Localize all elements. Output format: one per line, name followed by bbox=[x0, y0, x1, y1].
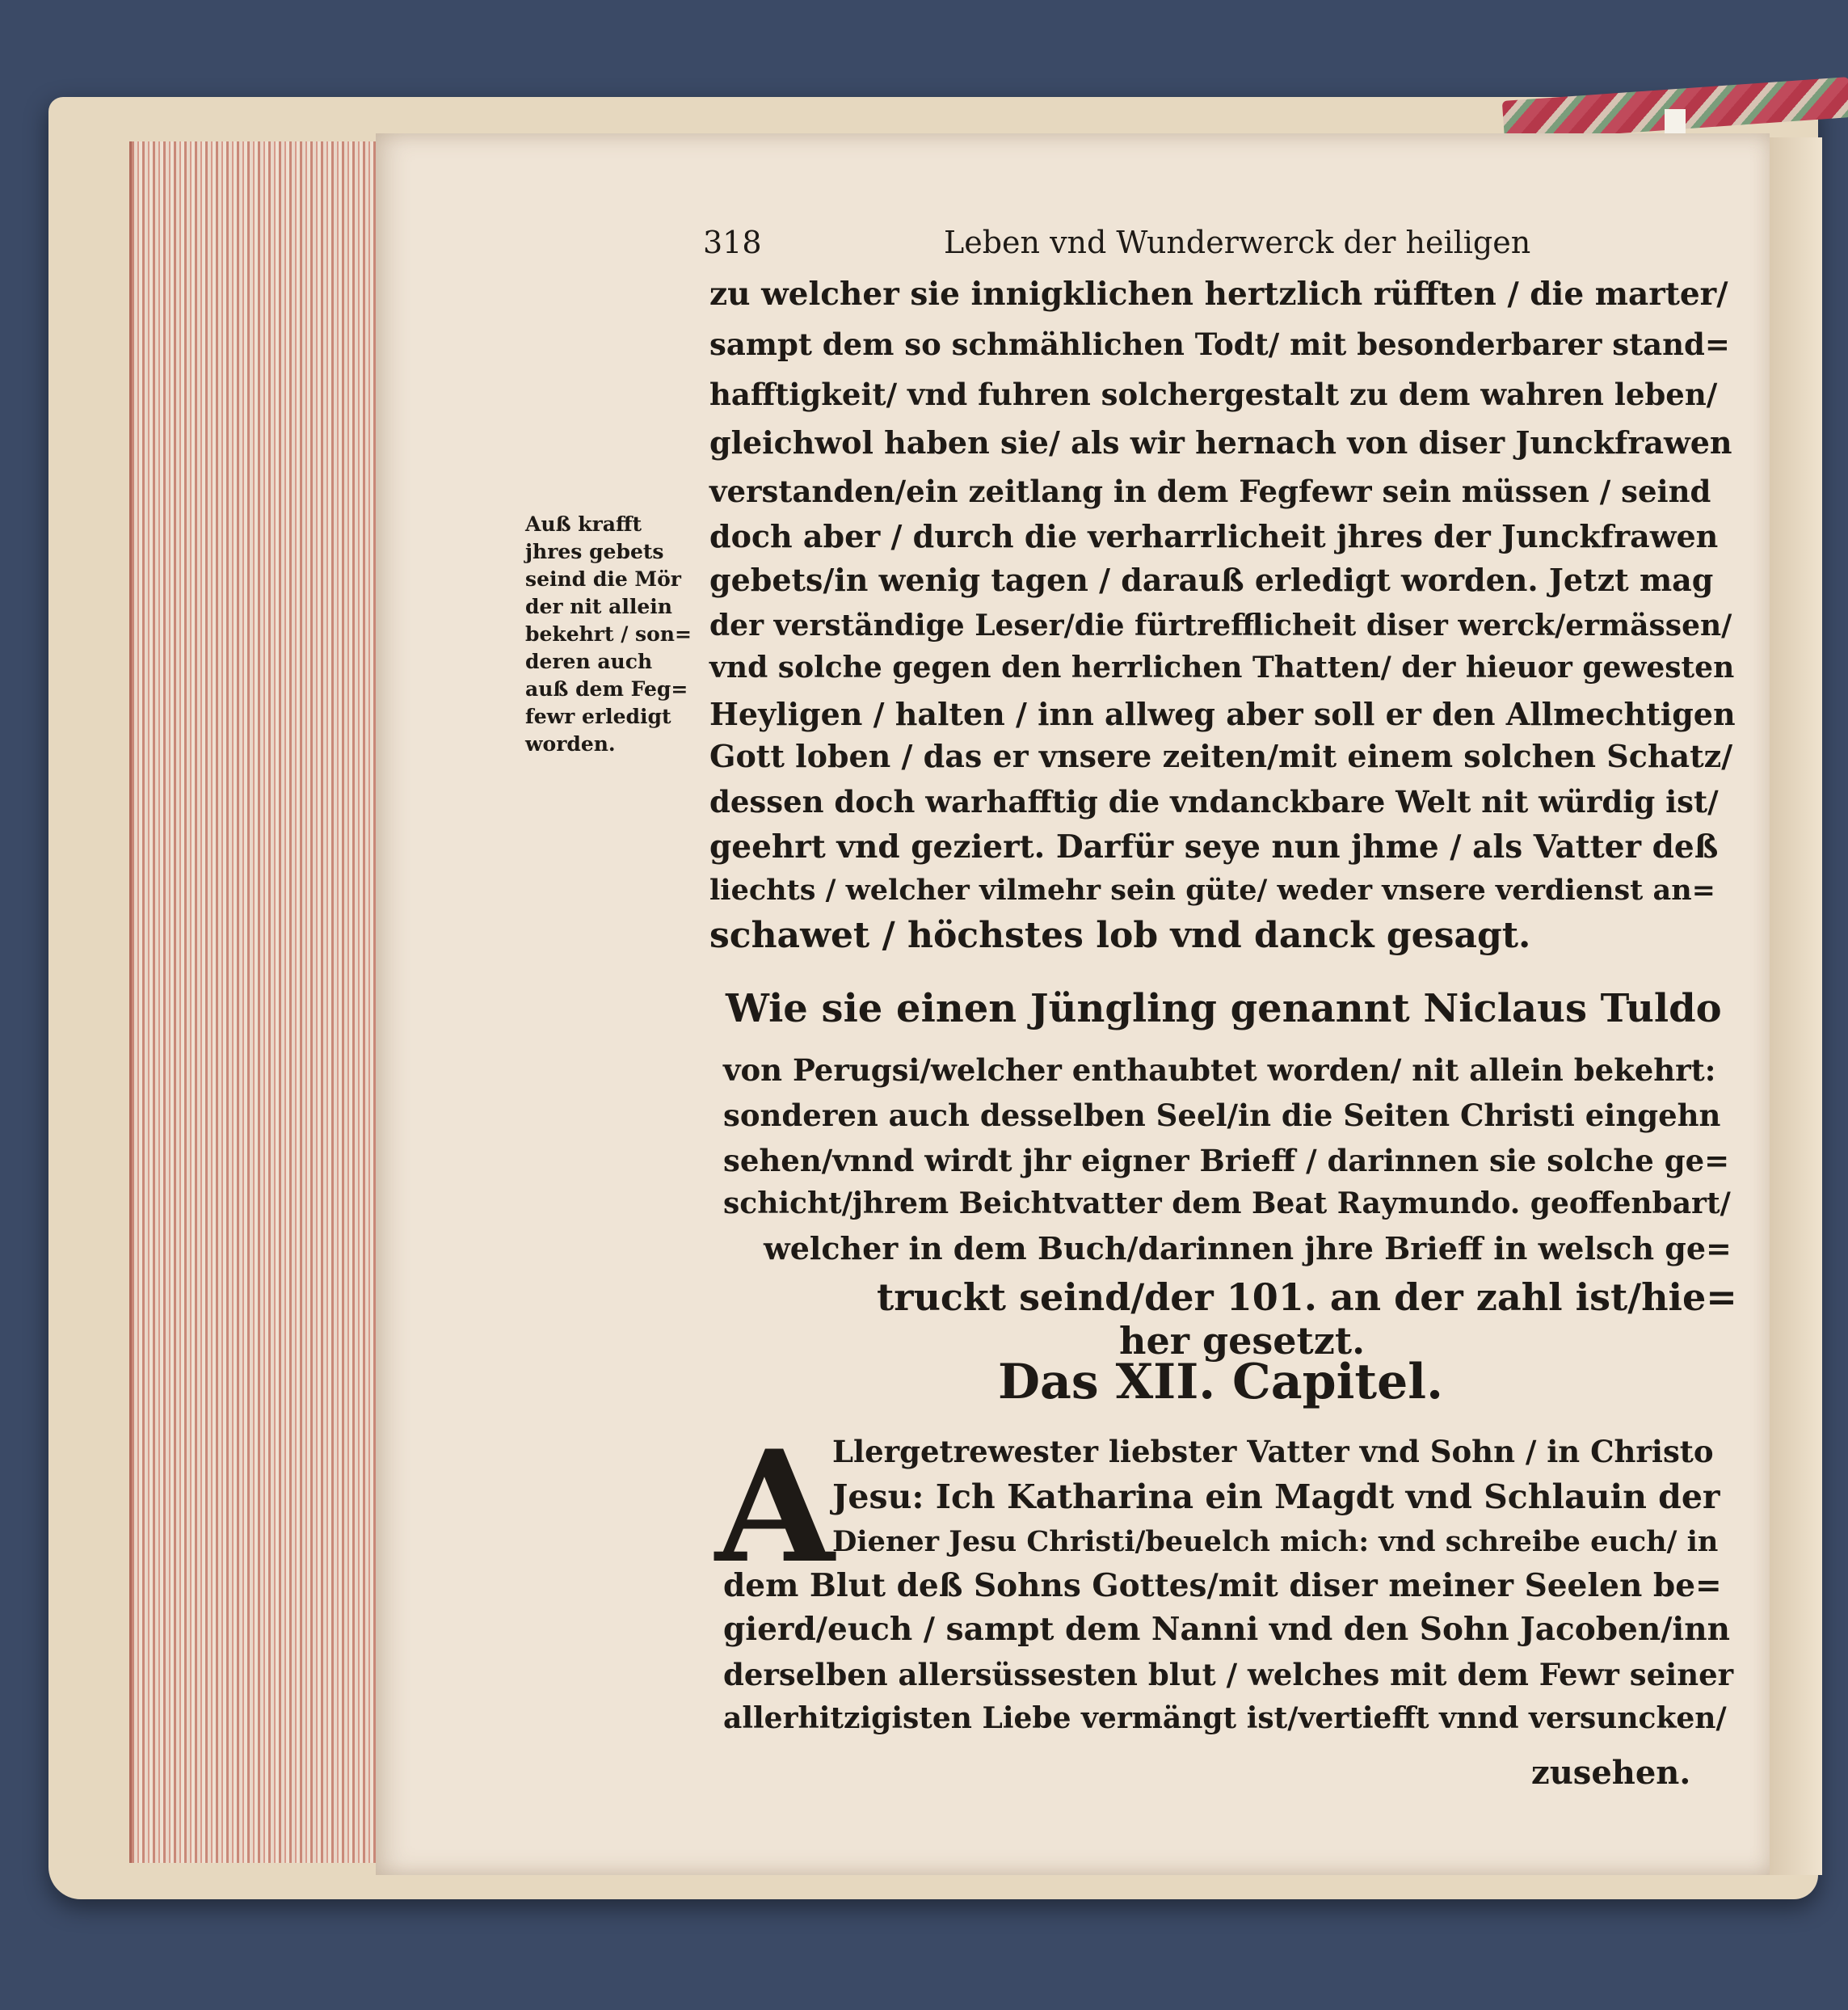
heading-line: truckt seind/der 101. an der zahl ist/hie= bbox=[877, 1275, 1737, 1319]
letter-line: Llergetrewester liebster Vatter vnd Sohn / in Christo bbox=[832, 1434, 1714, 1469]
body-line: gebets/in wenig tagen / darauß erledigt worden. Jetzt mag bbox=[709, 562, 1714, 598]
body-line: liechts / welcher vilmehr sein güte/ weder vnsere verdienst an= bbox=[709, 874, 1715, 907]
body-line: hafftigkeit/ vnd fuhren solchergestalt zu dem wahren leben/ bbox=[709, 377, 1718, 412]
margin-note-line: bekehrt / son= bbox=[525, 622, 692, 646]
letter-line: Diener Jesu Christi/beuelch mich: vnd schreibe euch/ in bbox=[832, 1525, 1719, 1558]
right-page-edge bbox=[1766, 137, 1822, 1875]
chapter-title: Das XII. Capitel. bbox=[998, 1354, 1443, 1410]
margin-note-line: Auß krafft bbox=[525, 512, 642, 536]
body-line: sampt dem so schmählichen Todt/ mit besonderbarer stand= bbox=[709, 327, 1730, 362]
body-line: vnd solche gegen den herrlichen Thatten/ der hieuor gewesten bbox=[709, 651, 1735, 685]
body-line: verstanden/ein zeitlang in dem Fegfewr sein müssen / seind bbox=[709, 474, 1711, 509]
body-line: der verständige Leser/die fürtrefflicheit diser werck/ermässen/ bbox=[709, 609, 1732, 643]
body-line: schawet / höchstes lob vnd danck gesagt. bbox=[709, 915, 1531, 956]
body-line: Heyligen / halten / inn allweg aber soll er den Allmechtigen bbox=[709, 696, 1736, 732]
body-line: geehrt vnd geziert. Darfür seye nun jhme / als Vatter deß bbox=[709, 828, 1719, 866]
margin-note-line: worden. bbox=[525, 732, 616, 756]
running-title: Leben vnd Wunderwerck der heiligen bbox=[944, 225, 1531, 260]
heading-line: sehen/vnnd wirdt jhr eigner Brieff / darinnen sie solche ge= bbox=[723, 1143, 1730, 1178]
body-line: gleichwol haben sie/ als wir hernach von diser Junckfrawen bbox=[709, 424, 1732, 461]
heading-line: von Perugsi/welcher enthaubtet worden/ nit allein bekehrt: bbox=[723, 1052, 1716, 1088]
letter-line: derselben allersüssesten blut / welches mit dem Fewr seiner bbox=[723, 1657, 1734, 1692]
margin-note-line: auß dem Feg= bbox=[525, 677, 688, 701]
page-edges bbox=[129, 141, 382, 1863]
heading-line: schicht/jhrem Beichtvatter dem Beat Raymundo. geoffenbart/ bbox=[723, 1186, 1731, 1220]
letter-line: Jesu: Ich Katharina ein Magdt vnd Schlauin der bbox=[832, 1477, 1720, 1516]
body-line: zu welcher sie innigklichen hertzlich rüfften / die marter/ bbox=[709, 276, 1728, 313]
margin-note-line: fewr erledigt bbox=[525, 705, 671, 728]
heading-line: Wie sie einen Jüngling genannt Niclaus Tuldo bbox=[726, 986, 1722, 1031]
body-line: doch aber / durch die verharrlicheit jhres der Junckfrawen bbox=[709, 518, 1719, 554]
catchword: zusehen. bbox=[1531, 1754, 1691, 1792]
drop-cap-initial: A bbox=[715, 1417, 835, 1597]
margin-note-line: seind die Mör bbox=[525, 567, 681, 591]
letter-line: gierd/euch / sampt dem Nanni vnd den Sohn Jacoben/inn bbox=[723, 1611, 1730, 1648]
body-line: Gott loben / das er vnsere zeiten/mit einem solchen Schatz/ bbox=[709, 738, 1733, 774]
letter-line: dem Blut deß Sohns Gottes/mit diser meiner Seelen be= bbox=[723, 1567, 1722, 1604]
body-line: dessen doch warhafftig die vndanckbare Welt nit würdig ist/ bbox=[709, 784, 1719, 820]
heading-line: her gesetzt. bbox=[1119, 1319, 1366, 1363]
heading-line: sonderen auch desselben Seel/in die Seiten Christi eingehn bbox=[723, 1098, 1721, 1133]
heading-line: welcher in dem Buch/darinnen jhre Brieff in welsch ge= bbox=[764, 1230, 1732, 1266]
margin-note-line: jhres gebets bbox=[525, 540, 664, 563]
page-number: 318 bbox=[703, 225, 762, 260]
letter-line: allerhitzigisten Liebe vermängt ist/vertiefft vnnd versuncken/ bbox=[723, 1701, 1727, 1735]
margin-note-line: der nit allein bbox=[525, 595, 672, 618]
margin-note-line: deren auch bbox=[525, 650, 653, 673]
